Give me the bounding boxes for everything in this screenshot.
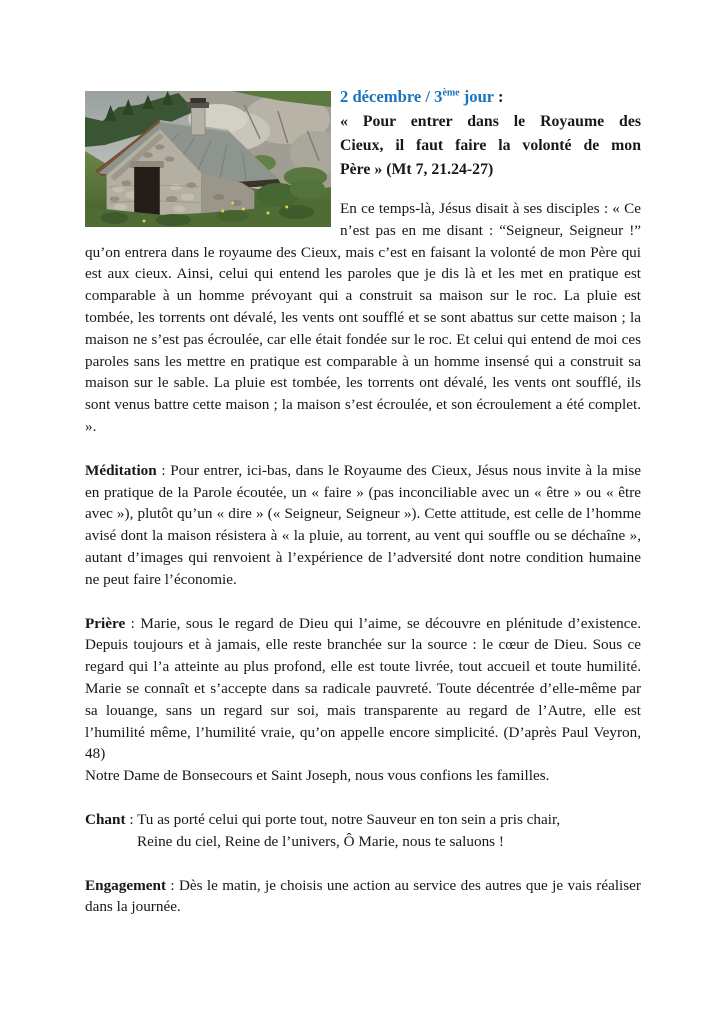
quote-line: Cieux, il faut faire la volonté de mon bbox=[340, 137, 641, 154]
engagement-label: Engagement bbox=[85, 876, 166, 894]
chant-label: Chant bbox=[85, 810, 126, 828]
hut-photo-illustration bbox=[85, 91, 331, 227]
families-dedication-line: Notre Dame de Bonsecours et Saint Joseph, nous vous confions les familles. bbox=[85, 767, 550, 785]
chant-separator: : bbox=[125, 810, 138, 828]
page-content bbox=[85, 86, 641, 918]
date-superscript: ème bbox=[442, 87, 460, 99]
meditation-paragraph bbox=[85, 460, 641, 591]
stone-hut-mountain-photo bbox=[85, 91, 331, 227]
priere-text: Marie, sous le regard de Dieu qui l’aime, se découvre en plénitude d’existence. Depuis toujours et à jamais, elle reste branchée sur la source : le cœur de Dieu. Sous ce regard qui l’a atteinte au plus profond, elle est toute livrée, tout accueil et toute humilité. Marie se connaît et s’accepte dans sa radicale pauvreté. Toute décentrée d’elle-même par sa louange, sans un regard sur soi, mais transparente au regard de l’Autre, elle est l’humilité même, l’humilité vraie, qu’on appelle encore simplicité. (D’après Paul Veyron, 48) bbox=[85, 614, 641, 763]
date-text: 2 décembre / 3 bbox=[340, 87, 443, 106]
meditation-text: Pour entrer, ici-bas, dans le Royaume des Cieux, Jésus nous invite à la mise en pratique de la Parole écoutée, un « faire » (pas inconciliable avec un « être » ou « être avec »), plutôt qu’un « dire » (« Seigneur, Seigneur »). Cette attitude, est celle de l’homme avisé dont la maison résistera à « la pluie, au torrent, au vent qui souffle ou se déchaîne », autant d’images qui renvoient à l’expérience de l’adversité dont notre condition humaine ne peut faire l’économie. bbox=[85, 461, 641, 588]
chant-line-2: Reine du ciel, Reine de l’univers, Ô Marie, nous te saluons ! bbox=[137, 832, 504, 850]
heading-colon: : bbox=[493, 87, 504, 106]
priere-label: Prière bbox=[85, 614, 126, 632]
engagement-paragraph bbox=[85, 875, 641, 919]
date-suffix: jour bbox=[459, 87, 494, 106]
meditation-label: Méditation bbox=[85, 461, 157, 479]
priere-separator: : bbox=[125, 614, 141, 632]
priere-paragraph bbox=[85, 613, 641, 787]
chant-paragraph bbox=[85, 809, 641, 853]
meditation-separator: : bbox=[156, 461, 171, 479]
chant-line-1: Tu as porté celui qui porte tout, notre Sauveur en ton sein a pris chair, bbox=[137, 810, 561, 828]
gospel-paragraph: En ce temps-là, Jésus disait à ses disciples : « Ce n’est pas en me disant : “Seigneur, Seigneur !” qu’on entrera dans le royaume des Cieux, mais c’est en faisant la volonté de mon Père qui est aux cieux. Ainsi, celui qui entend les paroles que je dis là et les met en pratique est comparable à un homme prévoyant qui a construit sa maison sur le roc. La pluie est tombée, les torrents ont dévalé, les vents ont soufflé et se sont abattus sur cette maison ; la maison ne s’est pas écroulée, car elle était fondée sur le roc. Et celui qui entend de moi ces paroles sans les mettre en pratique est comparable à un homme insensé qui a construit sa maison sur le sable. La pluie est tombée, les torrents ont dévalé, les vents ont soufflé, ils sont venus battre cette maison ; la maison s’est écroulée, et son écroulement a été complet. ». bbox=[85, 200, 641, 435]
quote-line: Père » (Mt 7, 21.24-27) bbox=[340, 161, 494, 178]
engagement-separator: : bbox=[166, 876, 179, 894]
engagement-text: Dès le matin, je choisis une action au service des autres que je vais réaliser dans la journée. bbox=[85, 876, 641, 916]
quote-line: « Pour entrer dans le Royaume des bbox=[340, 113, 641, 130]
